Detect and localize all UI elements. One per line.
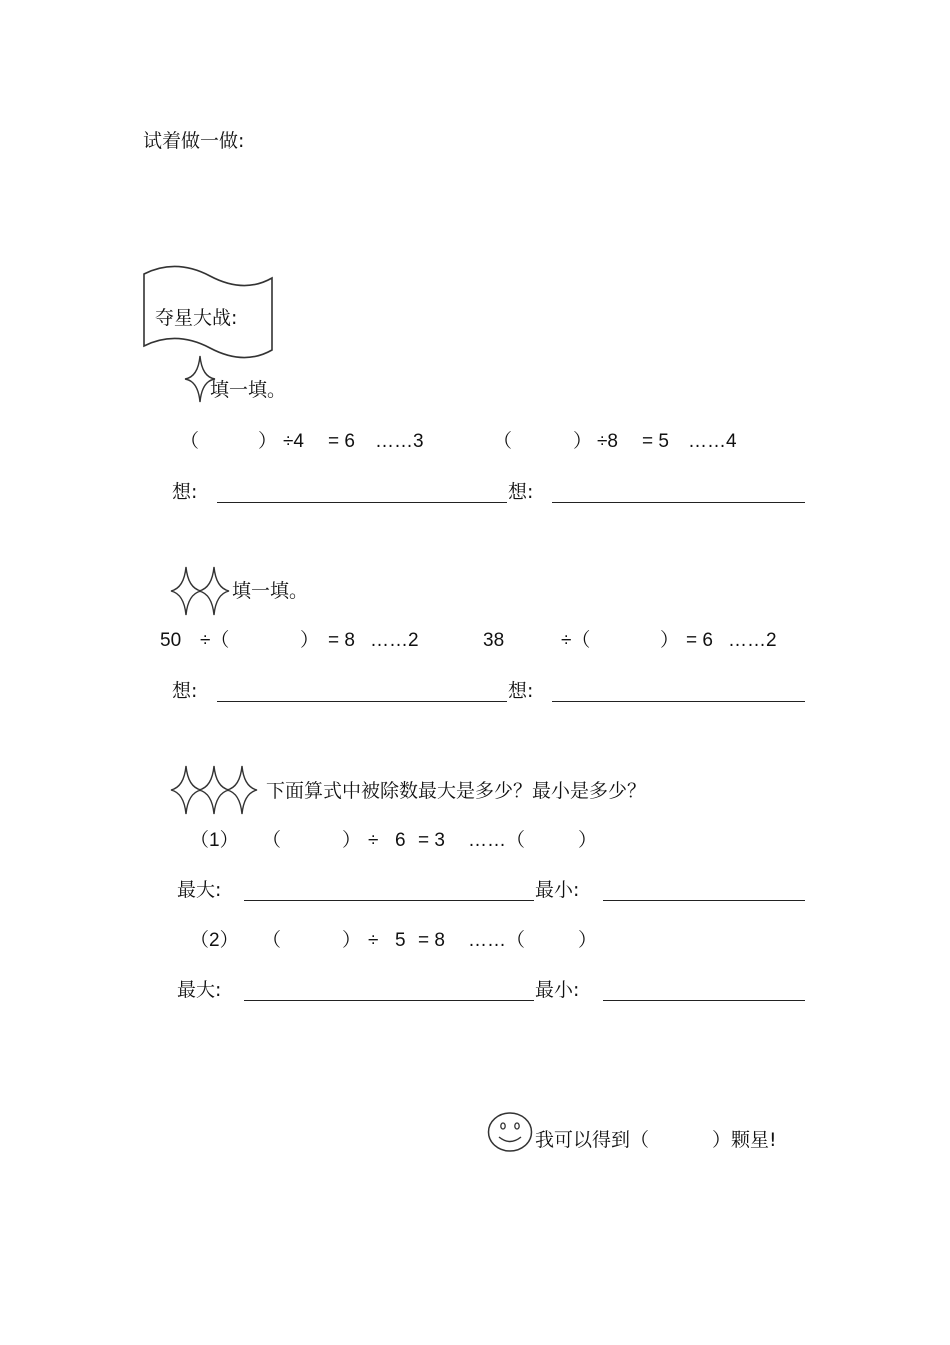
banner-label: 夺星大战: (155, 307, 238, 329)
remainder-open-term: ……（ (468, 930, 526, 951)
remainder-term: ……4 (688, 431, 737, 452)
section3-title: 下面算式中被除数最大是多少？最小是多少？ (266, 780, 647, 802)
max-label: 最大: (177, 879, 222, 901)
remainder-open-term: ……（ (468, 830, 526, 851)
open-paren: （ (262, 830, 282, 851)
answer-line[interactable] (217, 502, 507, 503)
min-label: 最小: (535, 979, 580, 1001)
divide-term: ÷8 (597, 431, 618, 452)
think-label: 想: (508, 680, 534, 702)
dividend-term: 50 (160, 630, 182, 651)
close-paren: ） (258, 431, 278, 452)
dividend-term: 38 (483, 630, 505, 651)
three-stars-icon (170, 765, 260, 815)
star-count-prompt: 我可以得到（ (535, 1129, 650, 1151)
close-paren: ） (342, 830, 362, 851)
answer-line[interactable] (552, 701, 805, 702)
answer-line[interactable] (244, 900, 534, 901)
smiley-face-icon (487, 1111, 533, 1153)
remainder-term: ……3 (375, 431, 424, 452)
open-paren: （ (262, 930, 282, 951)
remainder-term: ……2 (728, 630, 777, 651)
max-label: 最大: (177, 979, 222, 1001)
answer-line[interactable] (244, 1000, 534, 1001)
think-label: 想: (172, 680, 198, 702)
divide-sign: ÷ (368, 830, 379, 851)
divide-term: ÷4 (283, 431, 304, 452)
equals-term: = 6 (328, 431, 355, 452)
divide-open-term: ÷（ (561, 630, 591, 651)
open-paren: （ (493, 431, 513, 452)
close-paren: ） (660, 630, 680, 651)
equals-term: = 8 (418, 930, 445, 951)
equals-term: = 6 (686, 630, 713, 651)
question-number: （2） (190, 930, 239, 951)
intro-text: 试着做一做: (143, 130, 245, 152)
star-count-blank[interactable] (664, 1129, 712, 1151)
two-stars-icon (170, 566, 232, 616)
close-paren: ） (578, 830, 598, 851)
equals-term: = 8 (328, 630, 355, 651)
section1-title: 填一填。 (210, 379, 287, 401)
answer-line[interactable] (217, 701, 507, 702)
answer-line[interactable] (552, 502, 805, 503)
open-paren: （ (180, 431, 200, 452)
section2-title: 填一填。 (232, 580, 309, 602)
close-paren: ） (300, 630, 320, 651)
equals-term: = 3 (418, 830, 445, 851)
star-count-suffix: ）颗星! (712, 1129, 777, 1151)
divide-sign: ÷ (368, 930, 379, 951)
answer-line[interactable] (603, 900, 805, 901)
divisor-term: 5 (395, 930, 406, 951)
equals-term: = 5 (642, 431, 669, 452)
think-label: 想: (508, 481, 534, 503)
divisor-term: 6 (395, 830, 406, 851)
answer-line[interactable] (603, 1000, 805, 1001)
close-paren: ） (342, 930, 362, 951)
min-label: 最小: (535, 879, 580, 901)
remainder-term: ……2 (370, 630, 419, 651)
close-paren: ） (573, 431, 593, 452)
close-paren: ） (578, 930, 598, 951)
question-number: （1） (190, 830, 239, 851)
divide-open-term: ÷（ (200, 630, 230, 651)
think-label: 想: (172, 481, 198, 503)
